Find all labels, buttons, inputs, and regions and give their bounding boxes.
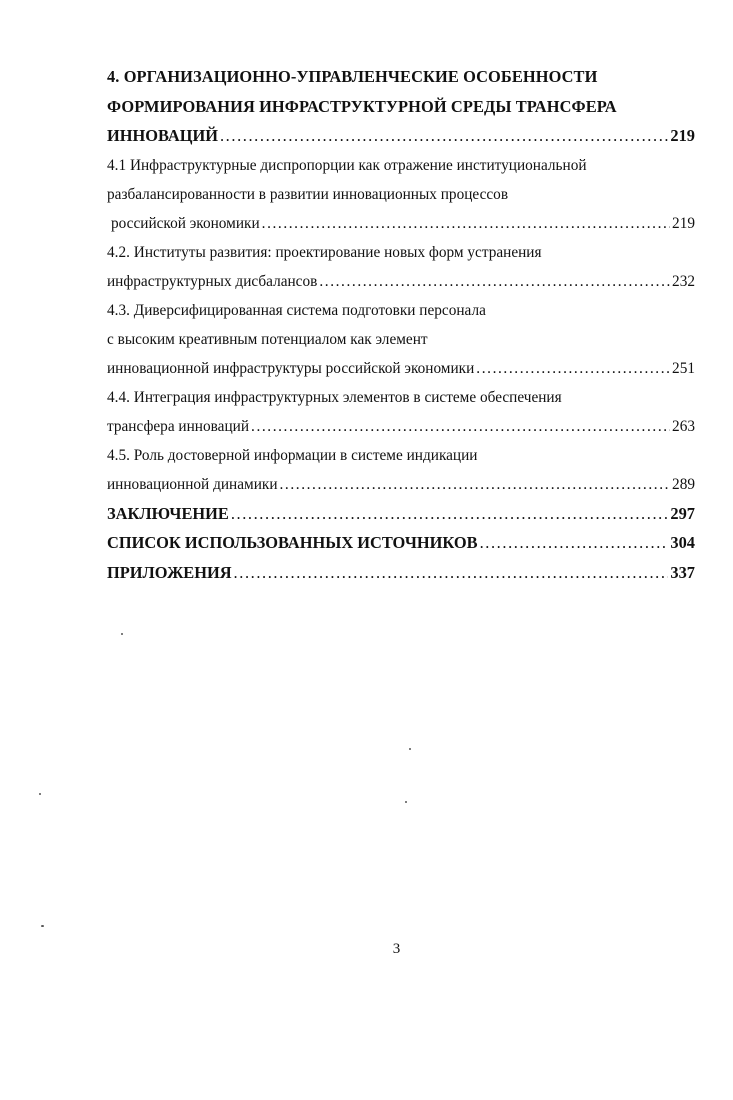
section-4-2-line-1 — [107, 238, 695, 267]
section-4-4-text-1: 4.4. Интеграция инфраструктурных элементов в системе обеспечения — [107, 388, 562, 406]
section-4-3-text-2: с высоким креативным потенциалом как элемент — [107, 330, 428, 348]
section-4-1-text-2: разбалансированности в развитии инновационных процессов — [107, 185, 509, 203]
chapter-4-title-line-1: 4. ОРГАНИЗАЦИОННО-УПРАВЛЕНЧЕСКИЕ ОСОБЕННОСТИ — [107, 67, 598, 86]
appendices-page: 337 — [670, 562, 695, 582]
scan-speck — [405, 801, 407, 803]
dot-leader — [319, 267, 670, 296]
page-number: 3 — [392, 941, 401, 957]
section-4-3-line-3 — [107, 354, 695, 383]
scan-speck — [121, 633, 123, 635]
appendices-label: ПРИЛОЖЕНИЯ — [107, 562, 232, 582]
toc-chapter-4 — [107, 62, 695, 151]
section-4-1-line-2 — [107, 180, 695, 209]
section-4-5-text-1: 4.5. Роль достоверной информации в системе индикации — [107, 446, 478, 464]
section-4-3-line-2 — [107, 325, 695, 354]
toc-section-4-3 — [107, 296, 695, 383]
section-4-4-line-1 — [107, 383, 695, 412]
chapter-4-page: 219 — [670, 126, 695, 145]
dot-leader — [476, 354, 670, 383]
section-4-2-text-2: инфраструктурных дисбалансов — [107, 272, 318, 290]
scan-speck — [41, 925, 44, 927]
dot-leader — [262, 209, 670, 238]
scan-speck — [39, 793, 41, 795]
table-of-contents — [107, 62, 695, 587]
section-4-5-text-2: инновационной динамики — [107, 475, 278, 493]
section-4-4-text-2: трансфера инноваций — [107, 417, 250, 435]
section-4-1-text-1: 4.1 Инфраструктурные диспропорции как отражение институциональной — [107, 156, 587, 174]
section-4-3-text-1: 4.3. Диверсифицированная система подготовки персонала — [107, 301, 486, 319]
chapter-4-title-line-2: ФОРМИРОВАНИЯ ИНФРАСТРУКТУРНОЙ СРЕДЫ ТРАНСФЕРА — [107, 96, 617, 116]
dot-leader — [251, 412, 670, 441]
section-4-1-line-1 — [107, 151, 695, 180]
toc-appendices — [107, 558, 695, 588]
section-4-3-page: 251 — [672, 359, 695, 377]
toc-section-4-4 — [107, 383, 695, 441]
chapter-4-title-end: ИННОВАЦИЙ — [107, 126, 218, 145]
scan-speck — [409, 748, 411, 750]
chapter-4-title-line-3 — [107, 121, 695, 151]
section-4-3-text-3: инновационной инфраструктуры российской экономики — [107, 359, 475, 377]
section-4-5-line-2 — [107, 470, 695, 499]
section-4-1-page: 219 — [672, 214, 695, 232]
toc-section-4-1 — [107, 151, 695, 238]
section-4-5-page: 289 — [672, 475, 695, 493]
dot-leader — [231, 499, 669, 529]
section-4-2-line-2 — [107, 267, 695, 296]
toc-section-4-2 — [107, 238, 695, 296]
toc-conclusion — [107, 499, 695, 529]
section-4-4-line-2 — [107, 412, 695, 441]
dot-leader — [220, 121, 668, 151]
section-4-3-line-1 — [107, 296, 695, 325]
section-4-5-line-1 — [107, 441, 695, 470]
toc-references — [107, 528, 695, 558]
dot-leader — [480, 528, 669, 558]
section-4-1-text-3: российской экономики — [111, 214, 260, 232]
references-label: СПИСОК ИСПОЛЬЗОВАННЫХ ИСТОЧНИКОВ — [107, 533, 478, 552]
conclusion-page: 297 — [670, 503, 695, 523]
dot-leader — [280, 470, 671, 499]
conclusion-label: ЗАКЛЮЧЕНИЕ — [107, 503, 229, 523]
toc-section-4-5 — [107, 441, 695, 499]
section-4-2-page: 232 — [672, 272, 695, 290]
section-4-4-page: 263 — [672, 417, 695, 435]
section-4-2-text-1: 4.2. Институты развития: проектирование новых форм устранения — [107, 243, 542, 261]
section-4-1-line-3 — [107, 209, 695, 238]
dot-leader — [234, 558, 669, 588]
references-page: 304 — [670, 533, 695, 552]
